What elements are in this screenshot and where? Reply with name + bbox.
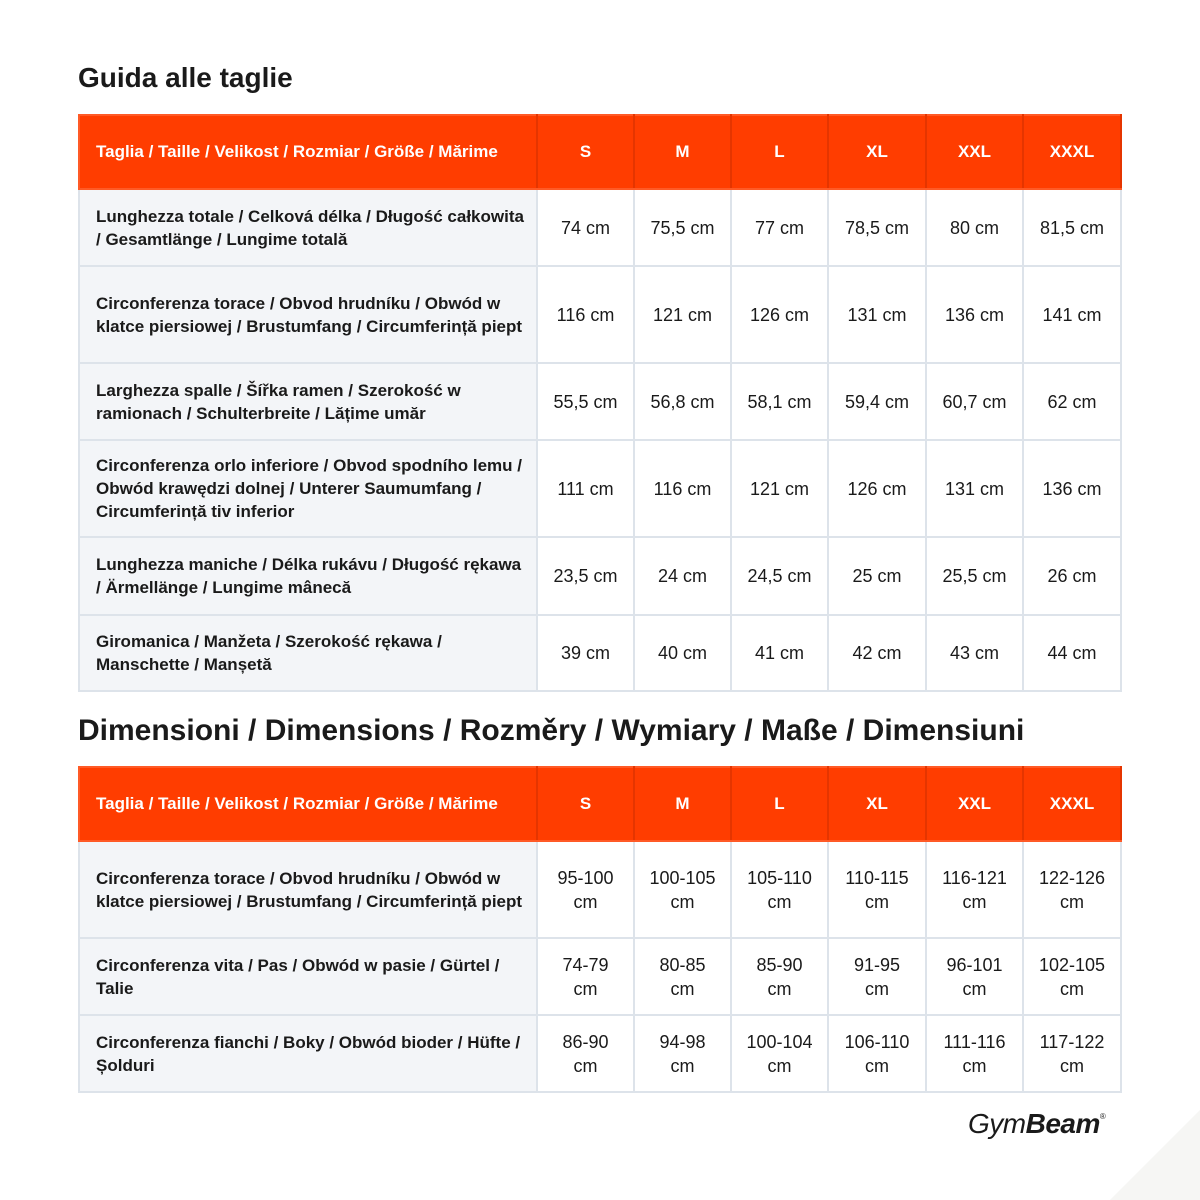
row-label: Circonferenza torace / Obvod hrudníku / Obwód w klatce piersiowej / Brustumfang / Circumferință piept (79, 266, 537, 363)
row-label: Larghezza spalle / Šířka ramen / Szerokość w ramionach / Schulterbreite / Lățime umăr (79, 363, 537, 440)
table-cell: 131 cm (828, 266, 926, 363)
table-cell: 117-122 cm (1023, 1015, 1121, 1092)
header-size-l: L (731, 767, 828, 841)
table-cell: 25 cm (828, 537, 926, 615)
table-cell: 59,4 cm (828, 363, 926, 440)
table-cell: 40 cm (634, 615, 731, 691)
row-label: Circonferenza fianchi / Boky / Obwód bioder / Hüfte / Șolduri (79, 1015, 537, 1092)
table-cell: 121 cm (731, 440, 828, 537)
row-label: Circonferenza torace / Obvod hrudníku / Obwód w klatce piersiowej / Brustumfang / Circumferință piept (79, 841, 537, 938)
table-row (79, 615, 1121, 691)
row-label: Lunghezza totale / Celková délka / Długość całkowita / Gesamtlänge / Lungime totală (79, 189, 537, 266)
header-size-l: L (731, 115, 828, 189)
table-cell: 26 cm (1023, 537, 1121, 615)
table-cell: 44 cm (1023, 615, 1121, 691)
table-row (79, 440, 1121, 537)
row-label: Lunghezza maniche / Délka rukávu / Długość rękawa / Ärmellänge / Lungime mânecă (79, 537, 537, 615)
table-row (79, 189, 1121, 266)
table-cell: 58,1 cm (731, 363, 828, 440)
header-size-label: Taglia / Taille / Velikost / Rozmiar / Größe / Mărime (79, 767, 537, 841)
logo-text-beam: Beam (1025, 1108, 1100, 1139)
header-size-m: M (634, 767, 731, 841)
dimensions-title: Dimensioni / Dimensions / Rozměry / Wymiary / Maße / Dimensiuni (78, 714, 1025, 747)
table-row (79, 841, 1121, 938)
table-cell: 80-85 cm (634, 938, 731, 1015)
table-cell: 86-90 cm (537, 1015, 634, 1092)
table-cell: 116 cm (537, 266, 634, 363)
table-header-row (79, 767, 1121, 841)
header-size-xxl: XXL (926, 115, 1023, 189)
table-cell: 122-126 cm (1023, 841, 1121, 938)
table-cell: 62 cm (1023, 363, 1121, 440)
table-cell: 96-101 cm (926, 938, 1023, 1015)
header-size-s: S (537, 115, 634, 189)
table-cell: 111 cm (537, 440, 634, 537)
table-cell: 60,7 cm (926, 363, 1023, 440)
header-size-xxl: XXL (926, 767, 1023, 841)
table-cell: 81,5 cm (1023, 189, 1121, 266)
table-cell: 121 cm (634, 266, 731, 363)
table-cell: 111-116 cm (926, 1015, 1023, 1092)
table-cell: 100-104 cm (731, 1015, 828, 1092)
table-cell: 43 cm (926, 615, 1023, 691)
header-size-s: S (537, 767, 634, 841)
garment-size-table (78, 114, 1122, 692)
table-cell: 126 cm (731, 266, 828, 363)
row-label: Giromanica / Manžeta / Szerokość rękawa / Manschette / Manșetă (79, 615, 537, 691)
table-cell: 24 cm (634, 537, 731, 615)
table-cell: 42 cm (828, 615, 926, 691)
table-cell: 74 cm (537, 189, 634, 266)
table-row (79, 938, 1121, 1015)
table-cell: 74-79 cm (537, 938, 634, 1015)
table-cell: 25,5 cm (926, 537, 1023, 615)
table-row (79, 537, 1121, 615)
registered-mark: ® (1099, 1112, 1106, 1121)
table-cell: 141 cm (1023, 266, 1121, 363)
table-cell: 75,5 cm (634, 189, 731, 266)
table-row (79, 1015, 1121, 1092)
row-label: Circonferenza orlo inferiore / Obvod spodního lemu / Obwód krawędzi dolnej / Unterer Saumumfang / Circumferință tiv inferior (79, 440, 537, 537)
table-cell: 56,8 cm (634, 363, 731, 440)
table-cell: 94-98 cm (634, 1015, 731, 1092)
table-cell: 80 cm (926, 189, 1023, 266)
size-guide-title: Guida alle taglie (78, 62, 293, 93)
table-cell: 85-90 cm (731, 938, 828, 1015)
logo-text-gym: Gym (968, 1108, 1026, 1139)
header-size-m: M (634, 115, 731, 189)
table-cell: 106-110 cm (828, 1015, 926, 1092)
table-cell: 126 cm (828, 440, 926, 537)
table-cell: 100-105 cm (634, 841, 731, 938)
table-cell: 23,5 cm (537, 537, 634, 615)
gymbeam-logo (968, 1108, 1105, 1140)
table-cell: 105-110 cm (731, 841, 828, 938)
table-header-row (79, 115, 1121, 189)
table-row (79, 363, 1121, 440)
table-cell: 136 cm (1023, 440, 1121, 537)
header-size-xxxl: XXXL (1023, 115, 1121, 189)
table-cell: 110-115 cm (828, 841, 926, 938)
header-size-label: Taglia / Taille / Velikost / Rozmiar / Größe / Mărime (79, 115, 537, 189)
table-cell: 131 cm (926, 440, 1023, 537)
body-dimensions-table (78, 766, 1122, 1093)
table-cell: 24,5 cm (731, 537, 828, 615)
table-cell: 91-95 cm (828, 938, 926, 1015)
table-cell: 102-105 cm (1023, 938, 1121, 1015)
table-cell: 136 cm (926, 266, 1023, 363)
header-size-xl: XL (828, 115, 926, 189)
table-cell: 41 cm (731, 615, 828, 691)
table-cell: 78,5 cm (828, 189, 926, 266)
table-cell: 116 cm (634, 440, 731, 537)
header-size-xxxl: XXXL (1023, 767, 1121, 841)
table-cell: 116-121 cm (926, 841, 1023, 938)
table-cell: 77 cm (731, 189, 828, 266)
table-cell: 95-100 cm (537, 841, 634, 938)
table-cell: 55,5 cm (537, 363, 634, 440)
table-cell: 39 cm (537, 615, 634, 691)
row-label: Circonferenza vita / Pas / Obwód w pasie / Gürtel / Talie (79, 938, 537, 1015)
header-size-xl: XL (828, 767, 926, 841)
table-row (79, 266, 1121, 363)
corner-decoration (1110, 1110, 1200, 1200)
